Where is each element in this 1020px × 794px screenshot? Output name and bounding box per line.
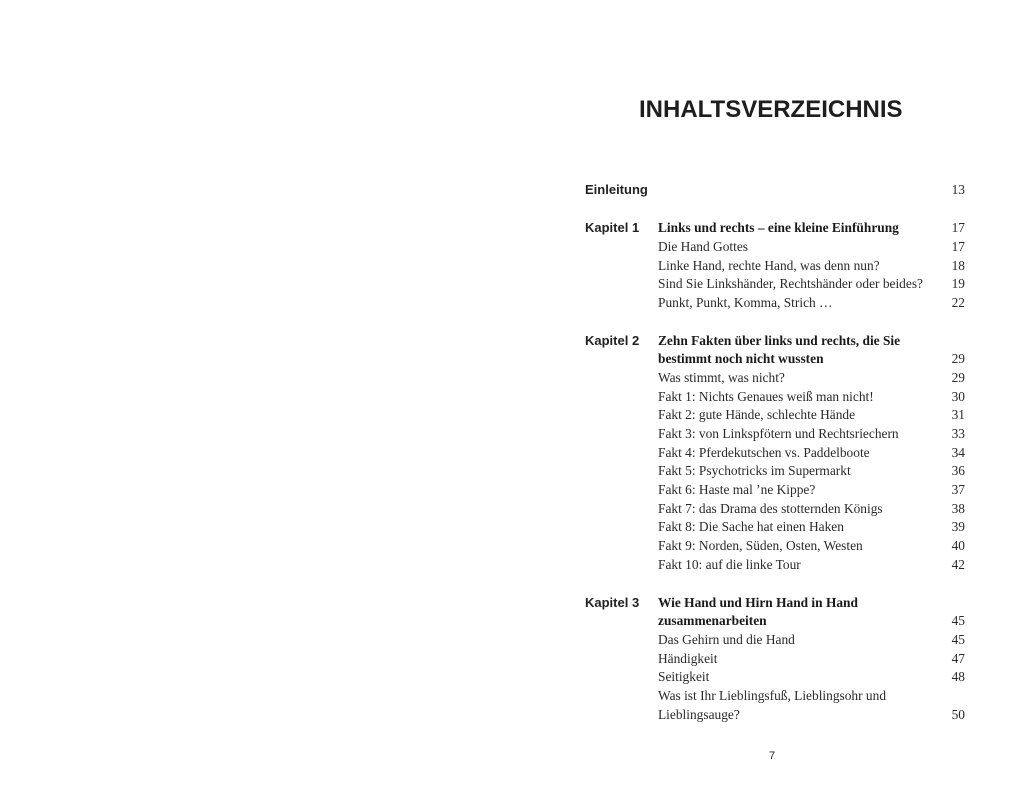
toc-section-title: Was stimmt, was nicht? — [658, 370, 785, 385]
toc-chapter-label: Kapitel 3 — [585, 595, 640, 610]
toc-section-title: Fakt 4: Pferdekutschen vs. Paddelboote — [658, 445, 870, 460]
toc-section-title: Punkt, Punkt, Komma, Strich … — [658, 295, 833, 310]
toc-page-number: 47 — [951, 651, 965, 666]
toc-entry — [585, 349, 965, 368]
toc-chapter-label: Einleitung — [585, 182, 648, 197]
toc-page-number: 17 — [951, 220, 965, 235]
toc-entry — [585, 180, 965, 199]
toc-page-number: 48 — [951, 669, 965, 684]
toc-section-title: Fakt 9: Norden, Süden, Osten, Westen — [658, 538, 863, 553]
toc-section-title: Fakt 2: gute Hände, schlechte Hände — [658, 407, 856, 422]
toc-entry — [585, 517, 965, 536]
toc-section-title: Fakt 5: Psychotricks im Supermarkt — [658, 463, 851, 478]
toc-page-number: 42 — [951, 557, 965, 572]
toc-page-number: 29 — [951, 370, 965, 385]
toc-page-number: 40 — [951, 538, 965, 553]
toc-section-title: Fakt 6: Haste mal ’ne Kippe? — [658, 482, 816, 497]
toc-page-number: 13 — [951, 182, 965, 197]
toc-section-title: Fakt 7: das Drama des stotternden Königs — [658, 501, 883, 516]
toc-section-title: Händigkeit — [658, 651, 718, 666]
toc-page-number: 17 — [951, 239, 965, 254]
toc-entry — [585, 387, 965, 406]
toc-chapter-title: zusammenarbeiten — [658, 613, 767, 628]
toc-page-number: 45 — [951, 632, 965, 647]
toc-chapter-label: Kapitel 2 — [585, 333, 640, 348]
toc-entry — [585, 218, 965, 237]
toc-section-title: Was ist Ihr Lieblingsfuß, Lieblingsohr und — [658, 688, 887, 703]
toc-entry — [585, 405, 965, 424]
toc-page-number: 19 — [951, 276, 965, 291]
toc-chapter-title: bestimmt noch nicht wussten — [658, 351, 824, 366]
toc-entry — [585, 368, 965, 387]
toc-section-title: Fakt 1: Nichts Genaues weiß man nicht! — [658, 389, 874, 404]
toc-entry — [585, 293, 965, 312]
toc-entry — [585, 593, 965, 612]
toc-page-number: 22 — [951, 295, 965, 310]
toc-entry — [585, 499, 965, 518]
toc-section-title: Fakt 8: Die Sache hat einen Haken — [658, 519, 844, 534]
toc-section-title: Die Hand Gottes — [658, 239, 748, 254]
toc-page-number: 45 — [951, 613, 965, 628]
page-title: INHALTSVERZEICHNIS — [639, 96, 903, 123]
toc-entry — [585, 705, 965, 724]
toc-page-number: 31 — [951, 407, 965, 422]
toc-section-title: Das Gehirn und die Hand — [658, 632, 795, 647]
toc-chapter-title: Zehn Fakten über links und rechts, die Sie — [658, 333, 901, 348]
toc-page-number: 50 — [951, 707, 965, 722]
toc-chapter-label: Kapitel 1 — [585, 220, 640, 235]
toc-page-number: 38 — [951, 501, 965, 516]
toc-entry — [585, 649, 965, 668]
toc-section-title: Sind Sie Linkshänder, Rechtshänder oder beides? — [658, 276, 923, 291]
toc-page-number: 18 — [951, 258, 965, 273]
toc-entry — [585, 536, 965, 555]
toc-section-title: Fakt 3: von Linkspfötern und Rechtsriechern — [658, 426, 899, 441]
toc-page-number: 39 — [951, 519, 965, 534]
toc-page-number: 36 — [951, 463, 965, 478]
toc-entry — [585, 443, 965, 462]
toc-entry — [585, 424, 965, 443]
toc-section-title: Fakt 10: auf die linke Tour — [658, 557, 801, 572]
toc-section-title: Lieblingsauge? — [658, 707, 740, 722]
toc-entry — [585, 237, 965, 256]
toc-entry — [585, 480, 965, 499]
toc-entry — [585, 630, 965, 649]
toc-chapter-title: Wie Hand und Hirn Hand in Hand — [658, 595, 858, 610]
toc-entry — [585, 611, 965, 630]
toc-section-title: Seitigkeit — [658, 669, 710, 684]
toc-page-number: 30 — [951, 389, 965, 404]
toc-entry — [585, 274, 965, 293]
toc-entry — [585, 555, 965, 574]
toc-entry — [585, 667, 965, 686]
toc-entry — [585, 686, 965, 705]
toc-entry — [585, 461, 965, 480]
toc-entry — [585, 256, 965, 275]
toc-entry — [585, 331, 965, 350]
toc-page-number: 37 — [951, 482, 965, 497]
toc-page-number: 34 — [951, 445, 965, 460]
toc-section-title: Linke Hand, rechte Hand, was denn nun? — [658, 258, 880, 273]
toc-page-number: 29 — [951, 351, 965, 366]
toc-page-number: 33 — [951, 426, 965, 441]
page-number: 7 — [769, 750, 776, 762]
toc-chapter-title: Links und rechts – eine kleine Einführung — [658, 220, 899, 235]
